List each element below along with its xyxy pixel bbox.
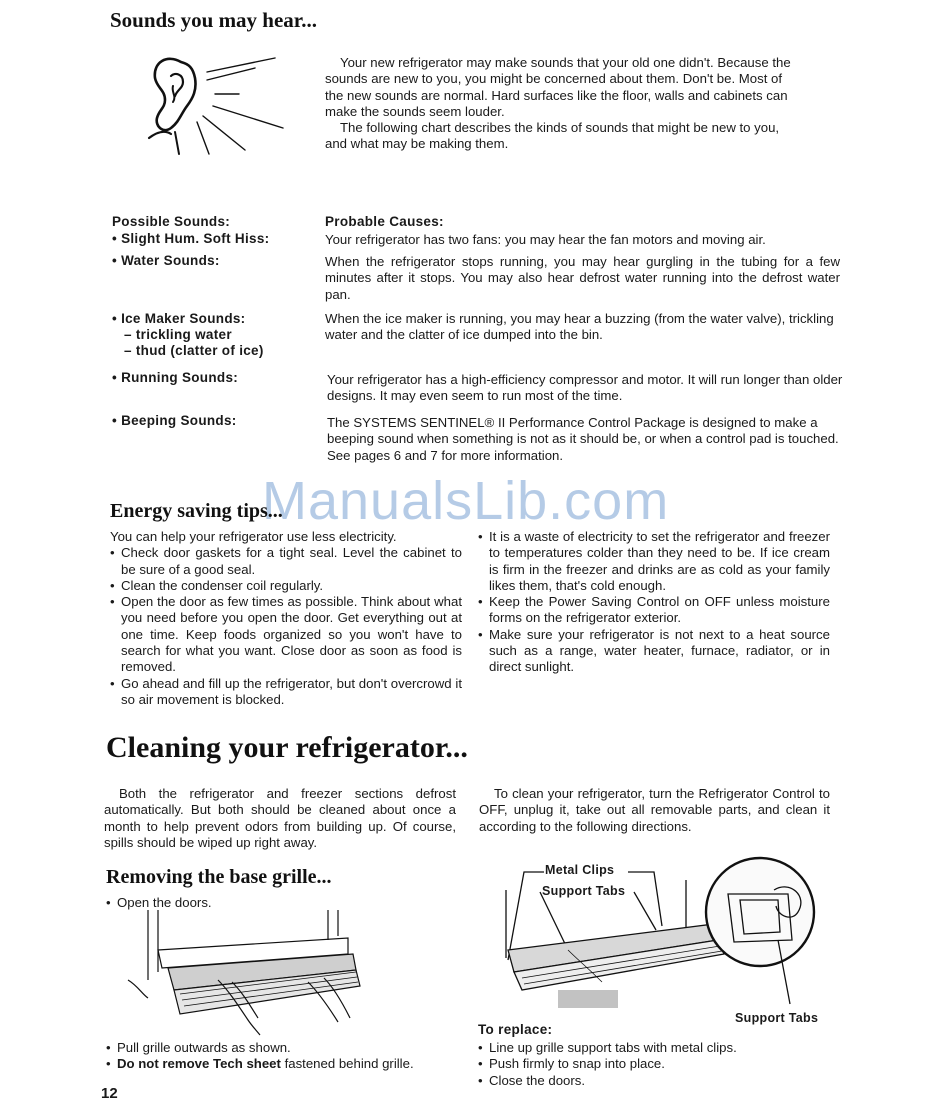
sound-label: Water Sounds:	[121, 253, 220, 268]
possible-sounds-header: Possible Sounds:	[112, 214, 231, 229]
sound-label: Running Sounds:	[121, 370, 239, 385]
sound-sub-item: – thud (clatter of ice)	[124, 343, 264, 358]
replace-steps	[478, 1040, 818, 1089]
grille-clips-illustration	[478, 850, 838, 1022]
metal-clips-callout: Metal Clips	[545, 863, 615, 877]
sound-label: Slight Hum. Soft Hiss:	[121, 231, 270, 246]
warning-rest: fastened behind grille.	[280, 1056, 414, 1072]
list-item	[106, 1056, 466, 1072]
cause-text: When the ice maker is running, you may hear a buzzing (from the water valve), trickling water and the clatter of ice dumped into the bin.	[325, 311, 834, 343]
cause-text: The SYSTEMS SENTINEL® II Performance Control Package is designed to make a beeping sound when something is not as it should be, or when a control pad is touched. See pages 6 and 7 for more information.	[327, 415, 839, 463]
energy-heading: Energy saving tips...	[110, 500, 283, 522]
sounds-intro-paragraph-2: The following chart describes the kinds of sounds that might be new to you, and what may be making them.	[325, 120, 780, 152]
watermark: ManualsLib.com	[262, 471, 670, 531]
cleaning-paragraph-right: To clean your refrigerator, turn the Refrigerator Control to OFF, unplug it, take out all removable parts, and clean it according to the following directions.	[479, 786, 830, 834]
list-item: • Clean the condenser coil regularly.	[110, 578, 462, 594]
list-item: • Push firmly to snap into place.	[478, 1056, 818, 1072]
cleaning-heading: Cleaning your refrigerator...	[106, 731, 468, 764]
sound-item: • Ice Maker Sounds:	[112, 311, 246, 326]
sounds-heading: Sounds you may hear...	[110, 8, 317, 32]
cause-text: Your refrigerator has a high-efficiency compressor and motor. It will run longer than older designs. It may even seem to run most of the time.	[327, 372, 843, 404]
list-item: • It is a waste of electricity to set the refrigerator and freezer to temperatures colder than they need to be. If ice cream is firm in the freezer and drinks are as cold as your family likes them, that's cold enough.	[478, 529, 830, 594]
energy-tips-right	[478, 529, 830, 676]
sound-item: • Running Sounds:	[112, 370, 239, 385]
list-item: • Open the door as few times as possible. Think about what you need before you open the door. Get everything out at one time. Keep foods organized so you won't have to search for what you want. Close door as soon as food is removed.	[110, 594, 462, 675]
sound-label: Beeping Sounds:	[121, 413, 237, 428]
sound-item: • Water Sounds:	[112, 253, 220, 268]
warning-bold: Do not remove Tech sheet	[117, 1056, 281, 1072]
page-number: 12	[101, 1085, 118, 1102]
to-replace-header: To replace:	[478, 1022, 553, 1037]
list-item: • Go ahead and fill up the refrigerator, but don't overcrowd it so air movement is blocked.	[110, 676, 462, 709]
grille-steps-bottom	[106, 1040, 466, 1073]
list-item: • Check door gaskets for a tight seal. Level the cabinet to be sure of a good seal.	[110, 545, 462, 578]
cause-text: Your refrigerator has two fans: you may hear the fan motors and moving air.	[325, 232, 766, 247]
sound-item: • Beeping Sounds:	[112, 413, 237, 428]
cause-text: When the refrigerator stops running, you may hear gurgling in the tubing for a few minutes after it stops. You may also hear defrost water running into the defrost water pan.	[325, 254, 840, 302]
list-item: • Pull grille outwards as shown.	[106, 1040, 466, 1056]
list-item: • Make sure your refrigerator is not next to a heat source such as a range, water heater, furnace, radiator, or in direct sunlight.	[478, 627, 830, 676]
support-tabs-callout-top: Support Tabs	[542, 884, 626, 898]
probable-causes-header: Probable Causes:	[325, 214, 444, 229]
list-item: • Open the doors.	[106, 895, 446, 911]
support-tabs-callout-bottom: Support Tabs	[735, 1011, 819, 1025]
grille-steps-top	[106, 895, 446, 911]
sound-label: Ice Maker Sounds:	[121, 311, 246, 326]
grille-heading: Removing the base grille...	[106, 866, 332, 888]
sound-sub-item: – trickling water	[124, 327, 232, 342]
ear-sound-icon	[135, 42, 290, 160]
sound-item: • Slight Hum. Soft Hiss:	[112, 231, 270, 246]
list-item: • Close the doors.	[478, 1073, 818, 1089]
sounds-intro-paragraph: Your new refrigerator may make sounds that your old one didn't. Because the sounds are new to you, you might be concerned about them. Don't be. Most of the new sounds are normal. Hard surfaces like the floor, walls and cabinets can make the sounds seem louder.	[325, 55, 791, 119]
list-item: • Line up grille support tabs with metal clips.	[478, 1040, 818, 1056]
energy-intro: You can help your refrigerator use less electricity.	[110, 529, 397, 544]
energy-tips-left	[110, 545, 462, 708]
grille-removal-illustration	[128, 910, 458, 1035]
list-item: • Keep the Power Saving Control on OFF unless moisture forms on the refrigerator exterior.	[478, 594, 830, 627]
cleaning-paragraph-left: Both the refrigerator and freezer sections defrost automatically. But both should be cleaned about once a month to help prevent odors from building up. Of course, spills should be wiped up right away.	[104, 786, 456, 850]
